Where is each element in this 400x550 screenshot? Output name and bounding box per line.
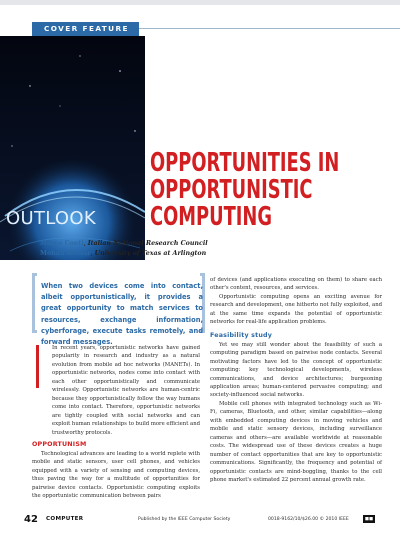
author-list [40,239,208,259]
drop-cap-bar [36,345,39,388]
hero-image [0,36,145,260]
magazine-name: COMPUTER [46,516,84,522]
body-paragraph: Opportunistic computing opens an exciting avenue for research and development, one hitherto not fully exploited, and at the same time expands the potential of opportunistic networks for real-life application problems. [210,293,382,326]
author-name: Marco Conti [40,240,84,247]
body-paragraph: Technological advances are leading to a world replete with mobile and static sensors, user cell phones, and vehicles equipped with a variety of sensing and computing devices, thus paving the way for a multitude of opportunities for pairwise device contacts. Opportunistic computing exploits the opportunistic communication between pairs [32,450,200,500]
right-column [210,276,382,484]
ieee-logo-icon: ◼◼ [364,516,374,522]
section-heading-feasibility: Feasibility study [210,331,273,339]
page-number: 42 [24,514,38,525]
section-rule [139,28,400,29]
title-line-2: OPPORTUNISTIC [150,175,313,205]
title-line-3: COMPUTING [150,202,273,232]
section-tab [32,22,139,36]
body-paragraph: Mobile cell phones with integrated technology such as Wi-Fi, cameras, Bluetooth, and other, similar capabilities—along with embedded computing devices in moving vehicles and mobile and static sensory devices, including surveillance cameras and others—are available worldwide at reasonable costs. The widespread use of these devices creates a huge number of contact opportunities that are key to opportunistic communications. Significantly, the frequency and potential of opportunistic contacts are mind-boggling, thanks to the cell phone market's estimated 22 percent annual growth rate. [210,400,382,483]
top-bar [0,0,400,5]
page-footer [0,513,400,527]
publisher-note: Published by the IEEE Computer Society [138,517,231,522]
hero-outlook-text: OUTLOOK [6,208,96,229]
title-line-1: OPPORTUNITIES IN [150,148,340,178]
quote-bracket-left [32,273,37,333]
intro-paragraph [32,344,200,437]
section-heading-opportunism: OPPORTUNISM [32,440,87,448]
body-paragraph: Yet we may still wonder about the feasibility of such a computing paradigm based on pairwise node contacts. Several motivating factors have led to the concept of opportunistic computing: key technological developments, wireless communications, and device architectures; burgeoning application areas; human-centered pervasive computing; and society-influenced social networks. [210,341,382,399]
author-1: Marco Conti, Italian National Research Council [40,240,208,247]
issn-price: 0018-9162/10/$26.00 © 2010 IEEE [268,517,349,522]
pull-quote-text: When two devices come into contact, albeit opportunistically, it provides a great opportunity to match services to resources, exchange information, cyberforage, execute tasks remotely, and forward messages. [41,282,203,347]
author-affiliation: Italian National Research Council [87,240,208,247]
author-2: Mohan Kumar, University of Texas at Arlington [40,250,207,257]
left-column [32,344,200,501]
author-affiliation: University of Texas at Arlington [94,250,207,257]
article-title [150,148,340,232]
pull-quote [32,273,203,347]
body-paragraph: of devices (and applications executing on them) to share each other's content, resources, and services. [210,277,382,292]
author-name: Mohan Kumar [40,250,91,257]
intro-text: In recent years, opportunistic networks have gained popularity in research and industry as a natural evolution from mobile ad hoc networks (MANETs). In opportunistic networks, nodes come into contact with each other opportunistically and communicate wirelessly. Opportunistic networks are human-centric because they opportunistically follow the way humans come into contact. Therefore, opportunistic networks are tightly coupled with social networks and can exploit human relationships to build more efficient and trustworthy protocols. [52,345,200,436]
section-label: COVER FEATURE [44,24,129,33]
